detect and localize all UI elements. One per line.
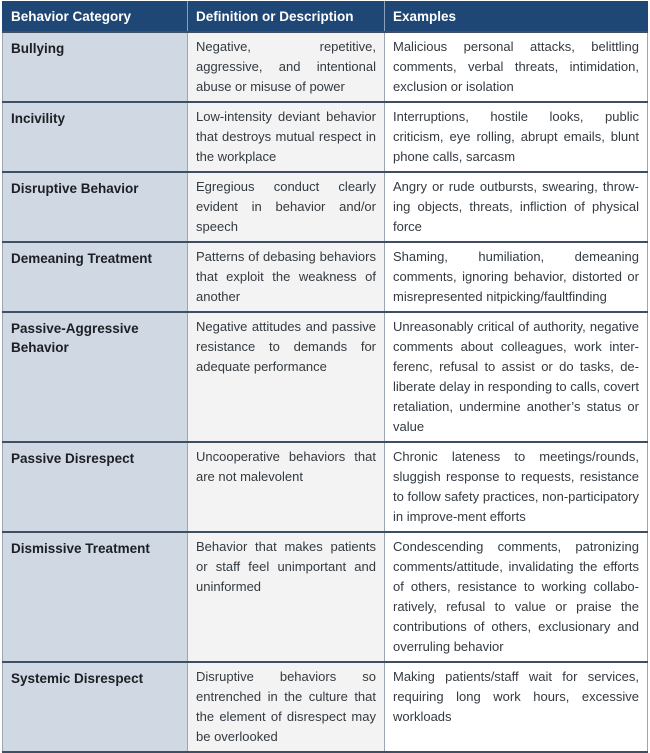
behavior-category-table xyxy=(2,1,648,753)
category-cell: Bullying xyxy=(3,32,188,102)
examples-cell: Unreasonably critical of authority, negative comments about colleagues, work inter-ferenc, refusal to assist or do tasks, de-liberate delay in responding to calls, covert retaliation, undermine another’s status or value xyxy=(385,312,648,442)
definition-cell: Uncooperative behaviors that are not malevolent xyxy=(188,442,385,532)
behavior-table-document xyxy=(2,1,647,744)
definition-cell: Negative attitudes and passive resistance to demands for adequate performance xyxy=(188,312,385,442)
examples-cell: Making patients/staff wait for services, requiring long work hours, excessive workloads xyxy=(385,662,648,752)
table-header-row xyxy=(3,2,648,33)
definition-cell: Behavior that makes patients or staff feel unimportant and uninformed xyxy=(188,532,385,662)
definition-cell: Patterns of debasing behaviors that exploit the weakness of another xyxy=(188,242,385,312)
header-examples: Examples xyxy=(385,2,648,33)
table-row xyxy=(3,242,648,312)
definition-cell: Disruptive behaviors so entrenched in the culture that the element of disrespect may be overlooked xyxy=(188,662,385,752)
table-row xyxy=(3,442,648,532)
table-row xyxy=(3,662,648,752)
category-cell: Demeaning Treatment xyxy=(3,242,188,312)
definition-cell: Egregious conduct clearly evident in behavior and/or speech xyxy=(188,172,385,242)
table-row xyxy=(3,102,648,172)
table-row xyxy=(3,172,648,242)
category-cell: Incivility xyxy=(3,102,188,172)
definition-cell: Negative, repetitive, aggressive, and intentional abuse or misuse of power xyxy=(188,32,385,102)
category-cell: Disruptive Behavior xyxy=(3,172,188,242)
examples-cell: Malicious personal attacks, belittling comments, verbal threats, intimidation, exclusion or isolation xyxy=(385,32,648,102)
examples-cell: Angry or rude outbursts, swearing, throw-ing objects, threats, infliction of physical force xyxy=(385,172,648,242)
examples-cell: Chronic lateness to meetings/rounds, sluggish response to requests, resistance to follow safety practices, non-participatory in improve-ment efforts xyxy=(385,442,648,532)
category-cell: Passive-Aggressive Behavior xyxy=(3,312,188,442)
category-cell: Passive Disrespect xyxy=(3,442,188,532)
table-row xyxy=(3,32,648,102)
table-row xyxy=(3,312,648,442)
examples-cell: Condescending comments, patronizing comments/attitude, invalidating the efforts of others, resistance to working collabo-ratively, refusal to value or praise the contributions of others, exclusionary and overruling behavior xyxy=(385,532,648,662)
table-row xyxy=(3,532,648,662)
examples-cell: Interruptions, hostile looks, public criticism, eye rolling, abrupt emails, blunt phone calls, sarcasm xyxy=(385,102,648,172)
header-definition: Definition or Description xyxy=(188,2,385,33)
category-cell: Systemic Disrespect xyxy=(3,662,188,752)
header-behavior-category: Behavior Category xyxy=(3,2,188,33)
definition-cell: Low-intensity deviant behavior that destroys mutual respect in the workplace xyxy=(188,102,385,172)
examples-cell: Shaming, humiliation, demeaning comments, ignoring behavior, distorted or misrepresented nitpicking/faultfinding xyxy=(385,242,648,312)
category-cell: Dismissive Treatment xyxy=(3,532,188,662)
